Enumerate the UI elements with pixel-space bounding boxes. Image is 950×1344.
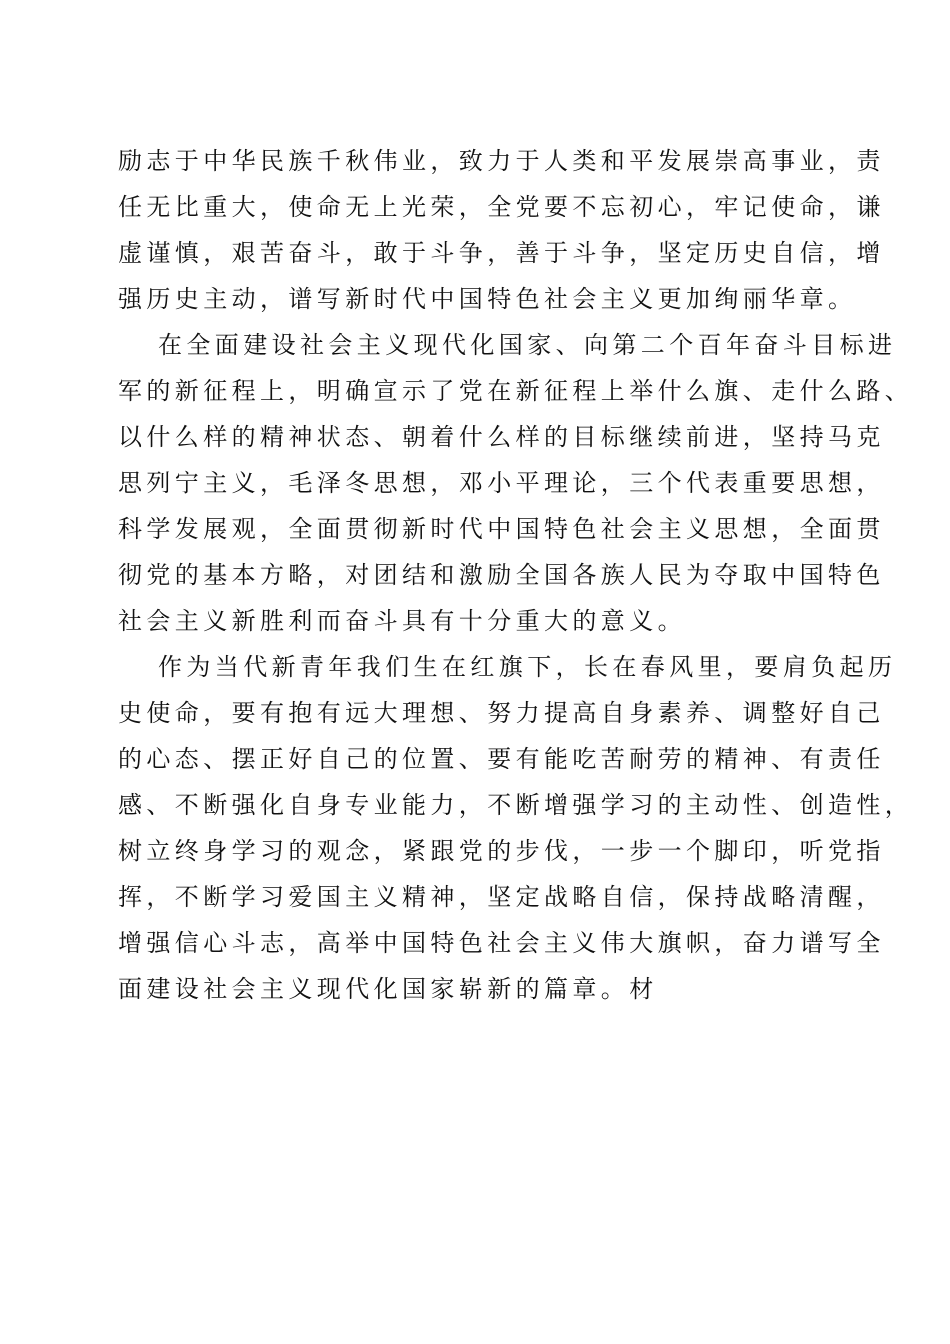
- paragraph-line: 任无比重大，使命无上光荣，全党要不忘初心，牢记使命，谦: [118, 193, 885, 221]
- paragraph-3: [118, 644, 914, 1012]
- paragraph-line: 挥，不断学习爱国主义精神，坚定战略自信，保持战略清醒，: [118, 883, 885, 911]
- paragraph-line: 在全面建设社会主义现代化国家、向第二个百年奋斗目标进: [158, 331, 897, 359]
- paragraph-line: 增强信心斗志，高举中国特色社会主义伟大旗帜，奋力谱写全: [118, 929, 885, 957]
- paragraph-line: 感、不断强化自身专业能力，不断增强学习的主动性、创造性，: [118, 791, 914, 819]
- paragraph-line: 社会主义新胜利而奋斗具有十分重大的意义。: [118, 607, 686, 635]
- paragraph-line: 虚谨慎，艰苦奋斗，敢于斗争，善于斗争，坚定历史自信，增: [118, 239, 885, 267]
- paragraph-line: 树立终身学习的观念，紧跟党的步伐，一步一个脚印，听党指: [118, 837, 885, 865]
- paragraph-line: 的心态、摆正好自己的位置、要有能吃苦耐劳的精神、有责任: [118, 745, 885, 773]
- document-body: [118, 138, 914, 1012]
- paragraph-line: 科学发展观，全面贯彻新时代中国特色社会主义思想，全面贯: [118, 515, 885, 543]
- paragraph-line: 军的新征程上，明确宣示了党在新征程上举什么旗、走什么路、: [118, 377, 914, 405]
- paragraph-line: 面建设社会主义现代化国家崭新的篇章。材: [118, 975, 658, 1003]
- paragraph-line: 以什么样的精神状态、朝着什么样的目标继续前进，坚持马克: [118, 423, 885, 451]
- paragraph-line: 励志于中华民族千秋伟业，致力于人类和平发展崇高事业，责: [118, 147, 885, 175]
- paragraph-line: 强历史主动，谱写新时代中国特色社会主义更加绚丽华章。: [118, 285, 857, 313]
- paragraph-2: [118, 322, 914, 644]
- paragraph-1: [118, 138, 885, 322]
- paragraph-line: 史使命，要有抱有远大理想、努力提高自身素养、调整好自己: [118, 699, 885, 727]
- paragraph-line: 思列宁主义，毛泽冬思想，邓小平理论，三个代表重要思想，: [118, 469, 885, 497]
- paragraph-line: 彻党的基本方略，对团结和激励全国各族人民为夺取中国特色: [118, 561, 885, 589]
- paragraph-line: 作为当代新青年我们生在红旗下，长在春风里，要肩负起历: [158, 653, 897, 681]
